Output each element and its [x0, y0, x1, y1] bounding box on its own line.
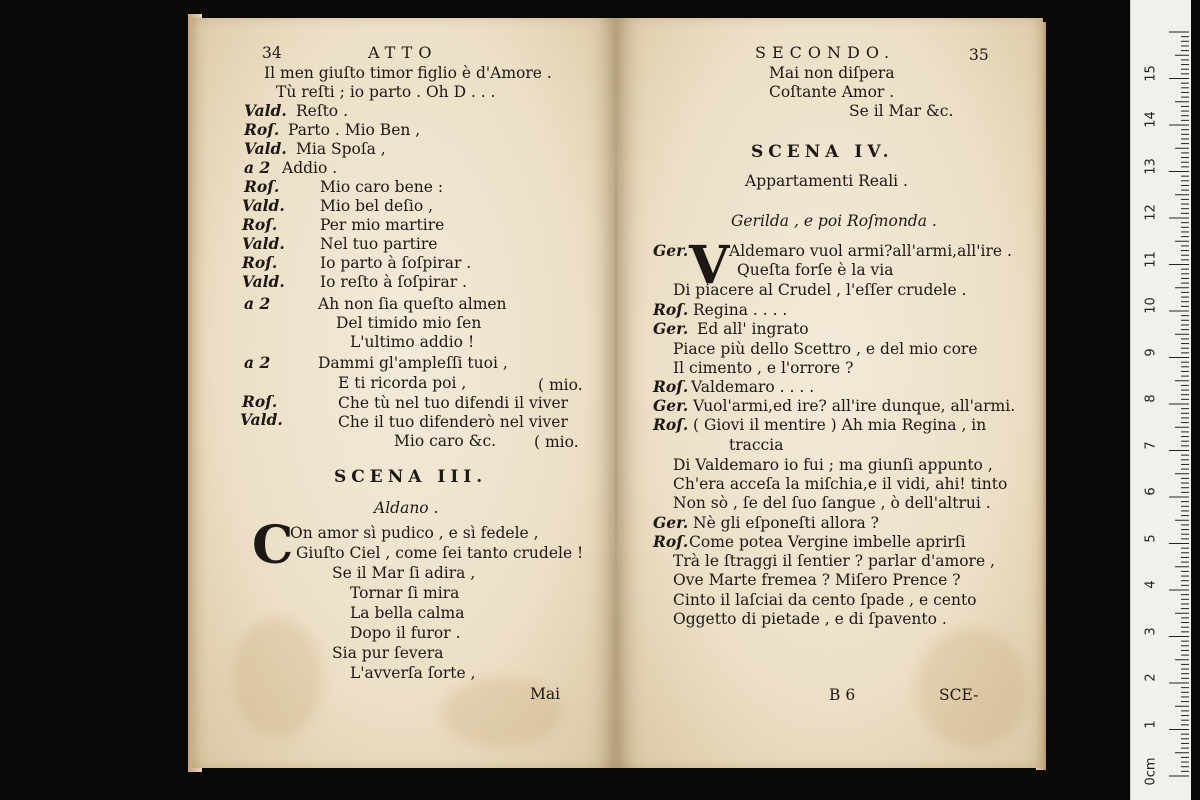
text-line: Come potea Vergine imbelle aprirſi — [689, 533, 966, 551]
aria-line: L'avverſa ſorte , — [350, 664, 476, 682]
page-number: 34 — [262, 44, 282, 62]
left-page — [192, 18, 617, 768]
text-line: Che il tuo difenderò nel viver — [338, 413, 568, 431]
text-line: Per mio martire — [320, 216, 445, 234]
ruler-number: 2 — [1143, 673, 1159, 682]
speaker: Roſ. — [244, 120, 280, 139]
text-line: Ch'era acceſa la miſchia,e il vidi, ahi! tinto — [673, 475, 1008, 493]
text-line: Parto . Mio Ben , — [288, 121, 421, 139]
speaker: Roſ. — [244, 177, 280, 196]
aria-line: La bella calma — [350, 604, 465, 622]
ruler-number: 9 — [1143, 348, 1159, 357]
text-line: Mio caro bene : — [320, 178, 444, 196]
text-line: Se il Mar &c. — [849, 102, 954, 120]
text-line: Trà le ſtraggi il ſentier ? parlar d'amore , — [673, 552, 995, 570]
ruler-number: 8 — [1143, 394, 1159, 403]
text-line: Ove Marte fremea ? Miſero Prence ? — [673, 571, 961, 589]
drop-cap: C — [252, 515, 294, 576]
speaker: Vald. — [244, 139, 287, 158]
ruler-number: 4 — [1143, 580, 1159, 589]
ruler-number: 11 — [1143, 251, 1159, 268]
text-line: traccia — [729, 436, 784, 454]
speaker: Ger. — [653, 513, 689, 532]
ruler-number: 6 — [1143, 487, 1159, 496]
aria-line: Sia pur ſevera — [332, 644, 444, 662]
speaker: a 2 — [244, 353, 271, 372]
text-line: Non sò , ſe del ſuo ſangue , ò dell'altrui . — [673, 494, 991, 512]
speaker: Vald. — [242, 196, 285, 215]
right-page — [617, 18, 1043, 768]
ruler-number: 7 — [1143, 441, 1159, 450]
text-line: Mio bel deſio , — [320, 197, 434, 215]
speaker: a 2 — [244, 294, 271, 313]
running-head: ATTO — [368, 43, 438, 62]
text-line: Che tù nel tuo difendi il viver — [338, 394, 569, 412]
text-line: Il cimento , e l'orrore ? — [673, 359, 854, 377]
text-line: Vuol'armi,ed ire? all'ire dunque, all'armi. — [693, 397, 1016, 415]
page-number: 35 — [969, 46, 989, 64]
text-line: Valdemaro . . . . — [691, 378, 815, 396]
foxing-stain — [232, 618, 322, 738]
text-line: Ah non ſia queſto almen — [318, 295, 507, 313]
running-head: SECONDO. — [755, 43, 896, 62]
speaker: Roſ. — [653, 415, 689, 434]
aria-line: Tornar ſi mira — [350, 584, 460, 602]
aria-line: Giuſto Ciel , come ſei tanto crudele ! — [296, 544, 584, 562]
signature-mark: B 6 — [829, 686, 856, 704]
catchword: Mai — [530, 685, 561, 703]
speaker: Ger. — [653, 241, 689, 260]
text-line: Cinto il laſciai da cento ſpade , e cento — [673, 591, 977, 609]
ruler-number: 5 — [1143, 534, 1159, 543]
scene-characters: Gerilda , e poi Roſmonda . — [731, 212, 937, 230]
speaker: Vald. — [244, 101, 287, 120]
text-line: Nè gli eſponeſti allora ? — [693, 514, 879, 532]
text-line: Regina . . . . — [693, 301, 788, 319]
turnover: ( mio. — [538, 376, 583, 394]
measuring-ruler — [1130, 0, 1191, 800]
text-line: Oggetto di pietade , e di ſpavento . — [673, 610, 947, 628]
speaker: Roſ. — [242, 215, 278, 234]
speaker: Ger. — [653, 319, 689, 338]
text-line: Io parto à ſoſpirar . — [320, 254, 472, 272]
text-line: Coſtante Amor . — [769, 83, 895, 101]
text-line: ( Giovi il mentire ) Ah mia Regina , in — [693, 416, 987, 434]
text-line: Addio . — [282, 159, 338, 177]
speaker: Vald. — [242, 234, 285, 253]
ruler-number: 3 — [1143, 627, 1159, 636]
text-line: E ti ricorda poi , — [338, 374, 467, 392]
scene-character: Aldano . — [374, 499, 439, 517]
ruler-number: 14 — [1143, 111, 1159, 128]
ruler-number: 12 — [1143, 204, 1159, 221]
text-line: Il men giuſto timor figlio è d'Amore . — [264, 64, 552, 82]
speaker: Roſ. — [242, 253, 278, 272]
scene-title: SCENA III. — [334, 467, 488, 487]
text-line: L'ultimo addio ! — [350, 333, 475, 351]
aria-line: Dopo il furor . — [350, 624, 461, 642]
text-line: Mio caro &c. — [394, 432, 497, 450]
catchword: SCE- — [939, 686, 979, 704]
turnover: ( mio. — [534, 433, 579, 451]
speaker: Roſ. — [653, 300, 689, 319]
drop-cap: V — [689, 235, 730, 296]
speaker: Vald. — [242, 272, 285, 291]
text-line: Ed all' ingrato — [697, 320, 809, 338]
text-line: Mia Spoſa , — [296, 140, 386, 158]
aria-line: Se il Mar ſi adira , — [332, 564, 476, 582]
aria-line: On amor sì pudico , e sì fedele , — [290, 524, 539, 542]
scene-setting: Appartamenti Reali . — [745, 172, 908, 190]
scene-title: SCENA IV. — [751, 142, 894, 162]
text-line: Di piacere al Crudel , l'eſſer crudele . — [673, 281, 967, 299]
ruler-number: 13 — [1143, 158, 1159, 175]
speaker: Roſ. — [653, 377, 689, 396]
text-line: Del timido mio ſen — [336, 314, 482, 332]
text-line: Dammi gl'ampleſſi tuoi , — [318, 354, 508, 372]
text-line: Di Valdemaro io fui ; ma giunſi appunto , — [673, 456, 993, 474]
ruler-number: 10 — [1143, 297, 1159, 314]
text-line: Mai non diſpera — [769, 64, 895, 82]
speaker: Vald. — [240, 410, 283, 429]
speaker: Roſ. — [242, 392, 278, 411]
ruler-unit-label: 0cm — [1143, 757, 1159, 786]
speaker: Ger. — [653, 396, 689, 415]
speaker: Roſ. — [653, 532, 689, 551]
text-line: Nel tuo partire — [320, 235, 438, 253]
ruler-number: 15 — [1143, 65, 1159, 82]
text-line: Piace più dello Scettro , e del mio core — [673, 340, 978, 358]
text-line: Aldemaro vuol armi?all'armi,all'ire . — [729, 242, 1012, 260]
ruler-number: 1 — [1143, 720, 1159, 729]
text-line: Tù reſti ; io parto . Oh D . . . — [276, 83, 496, 101]
text-line: Reſto . — [296, 102, 348, 120]
text-line: Queſta forſe è la via — [737, 261, 894, 279]
speaker: a 2 — [244, 158, 271, 177]
text-line: Io reſto à ſoſpirar . — [320, 273, 467, 291]
ruler-ticks — [1131, 0, 1191, 800]
